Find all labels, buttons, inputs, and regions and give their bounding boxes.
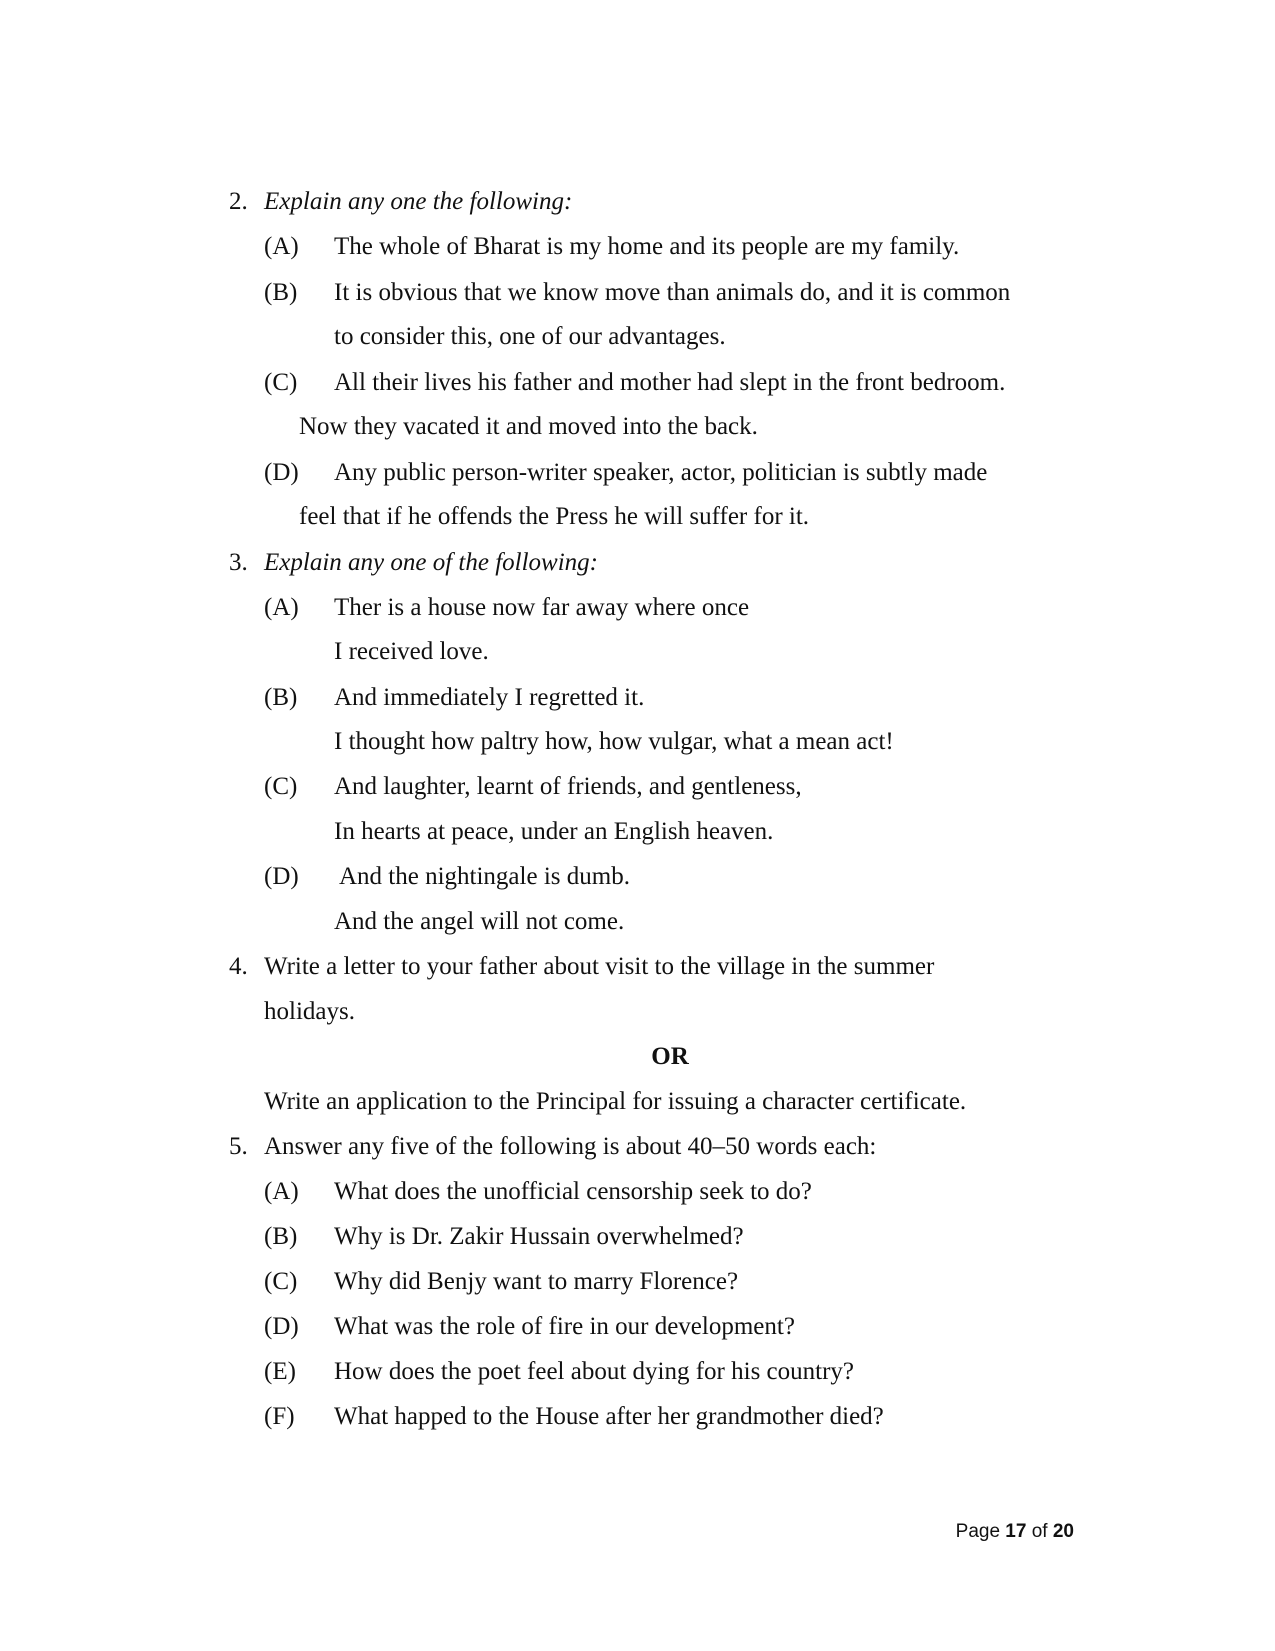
option-label: (B) bbox=[264, 279, 298, 306]
question-number: 2. bbox=[229, 188, 248, 215]
option-text: All their lives his father and mother had slept in the front bedroom. bbox=[334, 369, 1006, 396]
option-label: (C) bbox=[264, 773, 298, 800]
option-text: It is obvious that we know move than animals do, and it is common bbox=[334, 279, 1011, 306]
total-page-count: 20 bbox=[1052, 1521, 1074, 1542]
option-text: Why is Dr. Zakir Hussain overwhelmed? bbox=[334, 1223, 744, 1250]
option-label: (D) bbox=[264, 1313, 299, 1340]
question-text-alternative: Write an application to the Principal for issuing a character certificate. bbox=[264, 1088, 967, 1115]
option-text: Why did Benjy want to marry Florence? bbox=[334, 1268, 739, 1295]
option-label: (B) bbox=[264, 684, 298, 711]
option-text: And laughter, learnt of friends, and gentleness, bbox=[334, 773, 802, 800]
option-label: (D) bbox=[264, 459, 299, 486]
option-text-continued: to consider this, one of our advantages. bbox=[334, 323, 726, 350]
option-label: (B) bbox=[264, 1223, 298, 1250]
option-text-continued: And the angel will not come. bbox=[334, 908, 625, 935]
option-text: What happed to the House after her grandmother died? bbox=[334, 1403, 884, 1430]
current-page-number: 17 bbox=[1005, 1521, 1027, 1542]
option-label: (D) bbox=[264, 863, 299, 890]
option-label: (A) bbox=[264, 594, 299, 621]
option-label: (A) bbox=[264, 233, 299, 260]
option-text: And the nightingale is dumb. bbox=[339, 863, 630, 890]
option-label: (A) bbox=[264, 1178, 299, 1205]
option-label: (F) bbox=[264, 1403, 295, 1430]
option-text-continued: I thought how paltry how, how vulgar, what a mean act! bbox=[334, 728, 894, 755]
option-label: (C) bbox=[264, 1268, 298, 1295]
question-instruction: Explain any one of the following: bbox=[264, 549, 598, 576]
option-text: Any public person-writer speaker, actor, politician is subtly made bbox=[334, 459, 988, 486]
option-text: How does the poet feel about dying for his country? bbox=[334, 1358, 855, 1385]
question-number: 5. bbox=[229, 1133, 248, 1160]
option-label: (E) bbox=[264, 1358, 296, 1385]
option-text-continued: Now they vacated it and moved into the back. bbox=[299, 413, 758, 440]
option-text: Ther is a house now far away where once bbox=[334, 594, 750, 621]
option-text-continued: I received love. bbox=[334, 638, 489, 665]
question-number: 3. bbox=[229, 549, 248, 576]
question-text-continued: holidays. bbox=[264, 998, 355, 1025]
question-text: Write a letter to your father about visit to the village in the summer bbox=[264, 953, 935, 980]
option-text-continued: feel that if he offends the Press he will suffer for it. bbox=[299, 503, 810, 530]
page-label: Page bbox=[955, 1521, 1001, 1542]
option-text: What was the role of fire in our development? bbox=[334, 1313, 795, 1340]
option-label: (C) bbox=[264, 369, 298, 396]
option-text: And immediately I regretted it. bbox=[334, 684, 645, 711]
question-instruction: Explain any one the following: bbox=[264, 188, 573, 215]
option-text: What does the unofficial censorship seek to do? bbox=[334, 1178, 812, 1205]
option-text-continued: In hearts at peace, under an English heaven. bbox=[334, 818, 774, 845]
page-of-label: of bbox=[1031, 1521, 1048, 1542]
question-instruction: Answer any five of the following is about 40–50 words each: bbox=[264, 1133, 877, 1160]
question-number: 4. bbox=[229, 953, 248, 980]
page-number-footer bbox=[900, 1520, 1074, 1544]
or-separator: OR bbox=[651, 1043, 689, 1070]
option-text: The whole of Bharat is my home and its people are my family. bbox=[334, 233, 960, 260]
